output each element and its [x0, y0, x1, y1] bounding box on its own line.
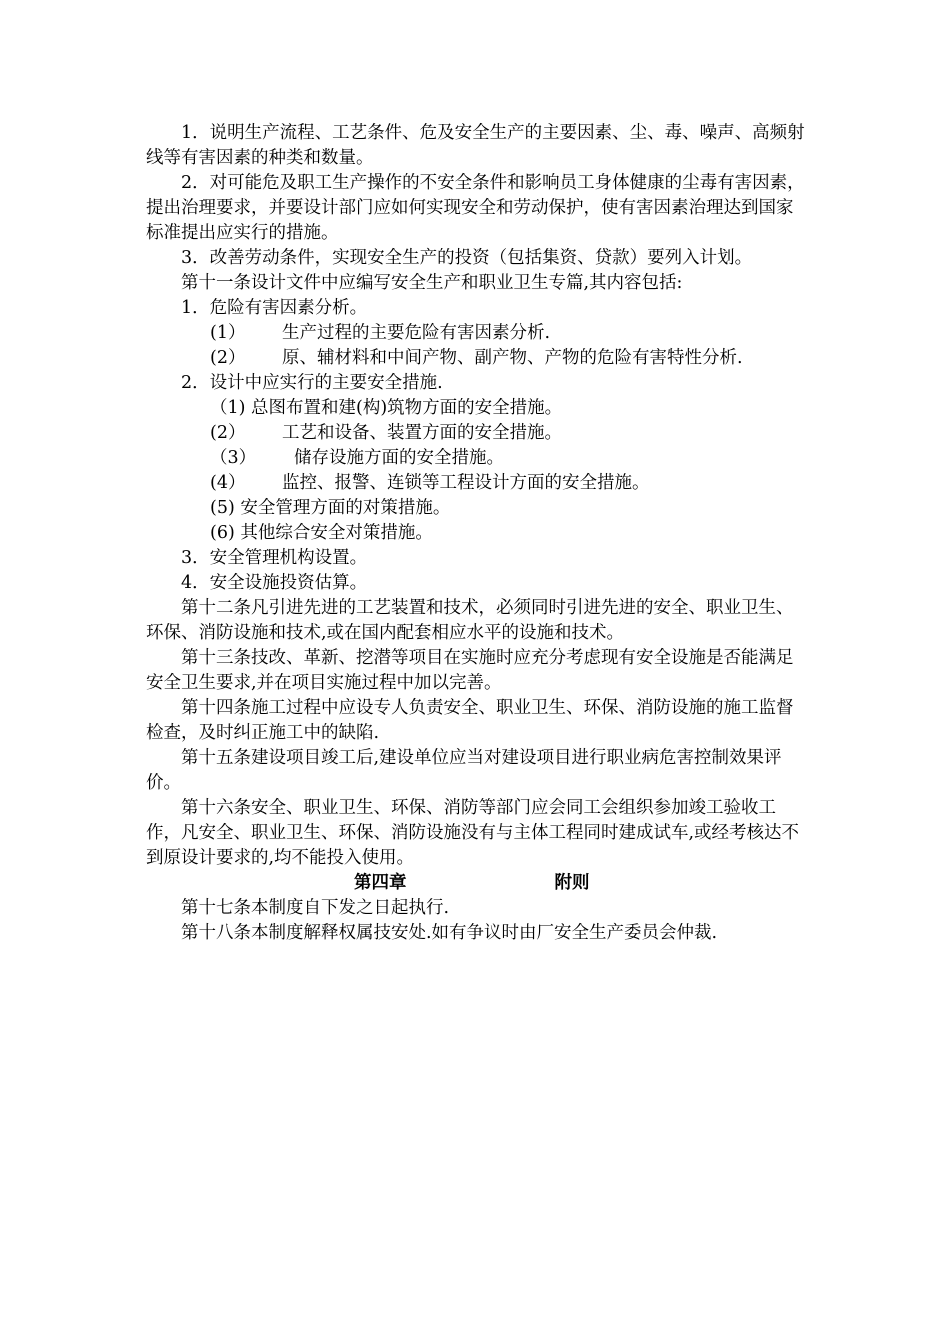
article-12: 第十二条凡引进先进的工艺装置和技术，必须同时引进先进的安全、职业卫生、环保、消防设施和技术,或在国内配套相应水平的设施和技术。 [146, 598, 794, 643]
sub-item-2-1: （1) 总图布置和建(构)筑物方面的安全措施。 [210, 398, 563, 418]
list-item-3: 3．安全管理机构设置。 [181, 548, 368, 568]
chapter-heading [146, 871, 806, 896]
article-14: 第十四条施工过程中应设专人负责安全、职业卫生、环保、消防设施的施工监督检查，及时纠正施工中的缺陷. [146, 698, 794, 743]
sub-item-number: （3） [210, 448, 257, 468]
sub-item-number: (2） [210, 348, 246, 368]
list-item-1: 1．危险有害因素分析。 [181, 298, 368, 318]
article-13: 第十三条技改、革新、挖潜等项目在实施时应充分考虑现有安全设施是否能满足安全卫生要求,并在项目实施过程中加以完善。 [146, 648, 794, 693]
article-15: 第十五条建设项目竣工后,建设单位应当对建设项目进行职业病危害控制效果评价。 [146, 748, 782, 793]
document-body [146, 121, 806, 946]
sub-item-1-2 [146, 346, 806, 371]
paragraph-item-1: 1．说明生产流程、工艺条件、危及安全生产的主要因素、尘、毒、噪声、高频射线等有害因素的种类和数量。 [146, 123, 805, 168]
chapter-label: 第四章 [354, 873, 407, 893]
sub-item-2-2 [146, 421, 806, 446]
list-item-2: 2．设计中应实行的主要安全措施. [181, 373, 443, 393]
paragraph-item-3: 3．改善劳动条件，实现安全生产的投资（包括集资、贷款）要列入计划。 [181, 248, 753, 268]
sub-item-2-6: (6) 其他综合安全对策措施。 [210, 523, 433, 543]
article-16: 第十六条安全、职业卫生、环保、消防等部门应会同工会组织参加竣工验收工作，凡安全、职业卫生、环保、消防设施没有与主体工程同时建成试车,或经考核达不到原设计要求的,均不能投入使用。 [146, 798, 800, 868]
sub-item-2-4 [146, 471, 806, 496]
chapter-title: 附则 [554, 873, 590, 893]
sub-item-text: 生产过程的主要危险有害因素分析. [282, 323, 551, 343]
sub-item-number: (1） [210, 323, 246, 343]
sub-item-text: 储存设施方面的安全措施。 [294, 448, 504, 468]
sub-item-number: (2） [210, 423, 246, 443]
article-17: 第十七条本制度自下发之日起执行. [181, 898, 450, 918]
sub-item-number: (4） [210, 473, 246, 493]
sub-item-text: 监控、报警、连锁等工程设计方面的安全措施。 [282, 473, 650, 493]
sub-item-2-3 [146, 446, 806, 471]
list-item-4: 4．安全设施投资估算。 [181, 573, 368, 593]
sub-item-text: 原、辅材料和中间产物、副产物、产物的危险有害特性分析. [282, 348, 743, 368]
sub-item-2-5: (5) 安全管理方面的对策措施。 [210, 498, 451, 518]
sub-item-text: 工艺和设备、装置方面的安全措施。 [282, 423, 562, 443]
article-18: 第十八条本制度解释权属技安处.如有争议时由厂安全生产委员会仲裁. [181, 923, 718, 943]
paragraph-item-2: 2．对可能危及职工生产操作的不安全条件和影响员工身体健康的尘毒有害因素，提出治理要求，并要设计部门应如何实现安全和劳动保护，使有害因素治理达到国家标准提出应实行的措施。 [146, 173, 805, 243]
article-11: 第十一条设计文件中应编写安全生产和职业卫生专篇,其内容包括: [181, 273, 683, 293]
sub-item-1-1 [146, 321, 806, 346]
